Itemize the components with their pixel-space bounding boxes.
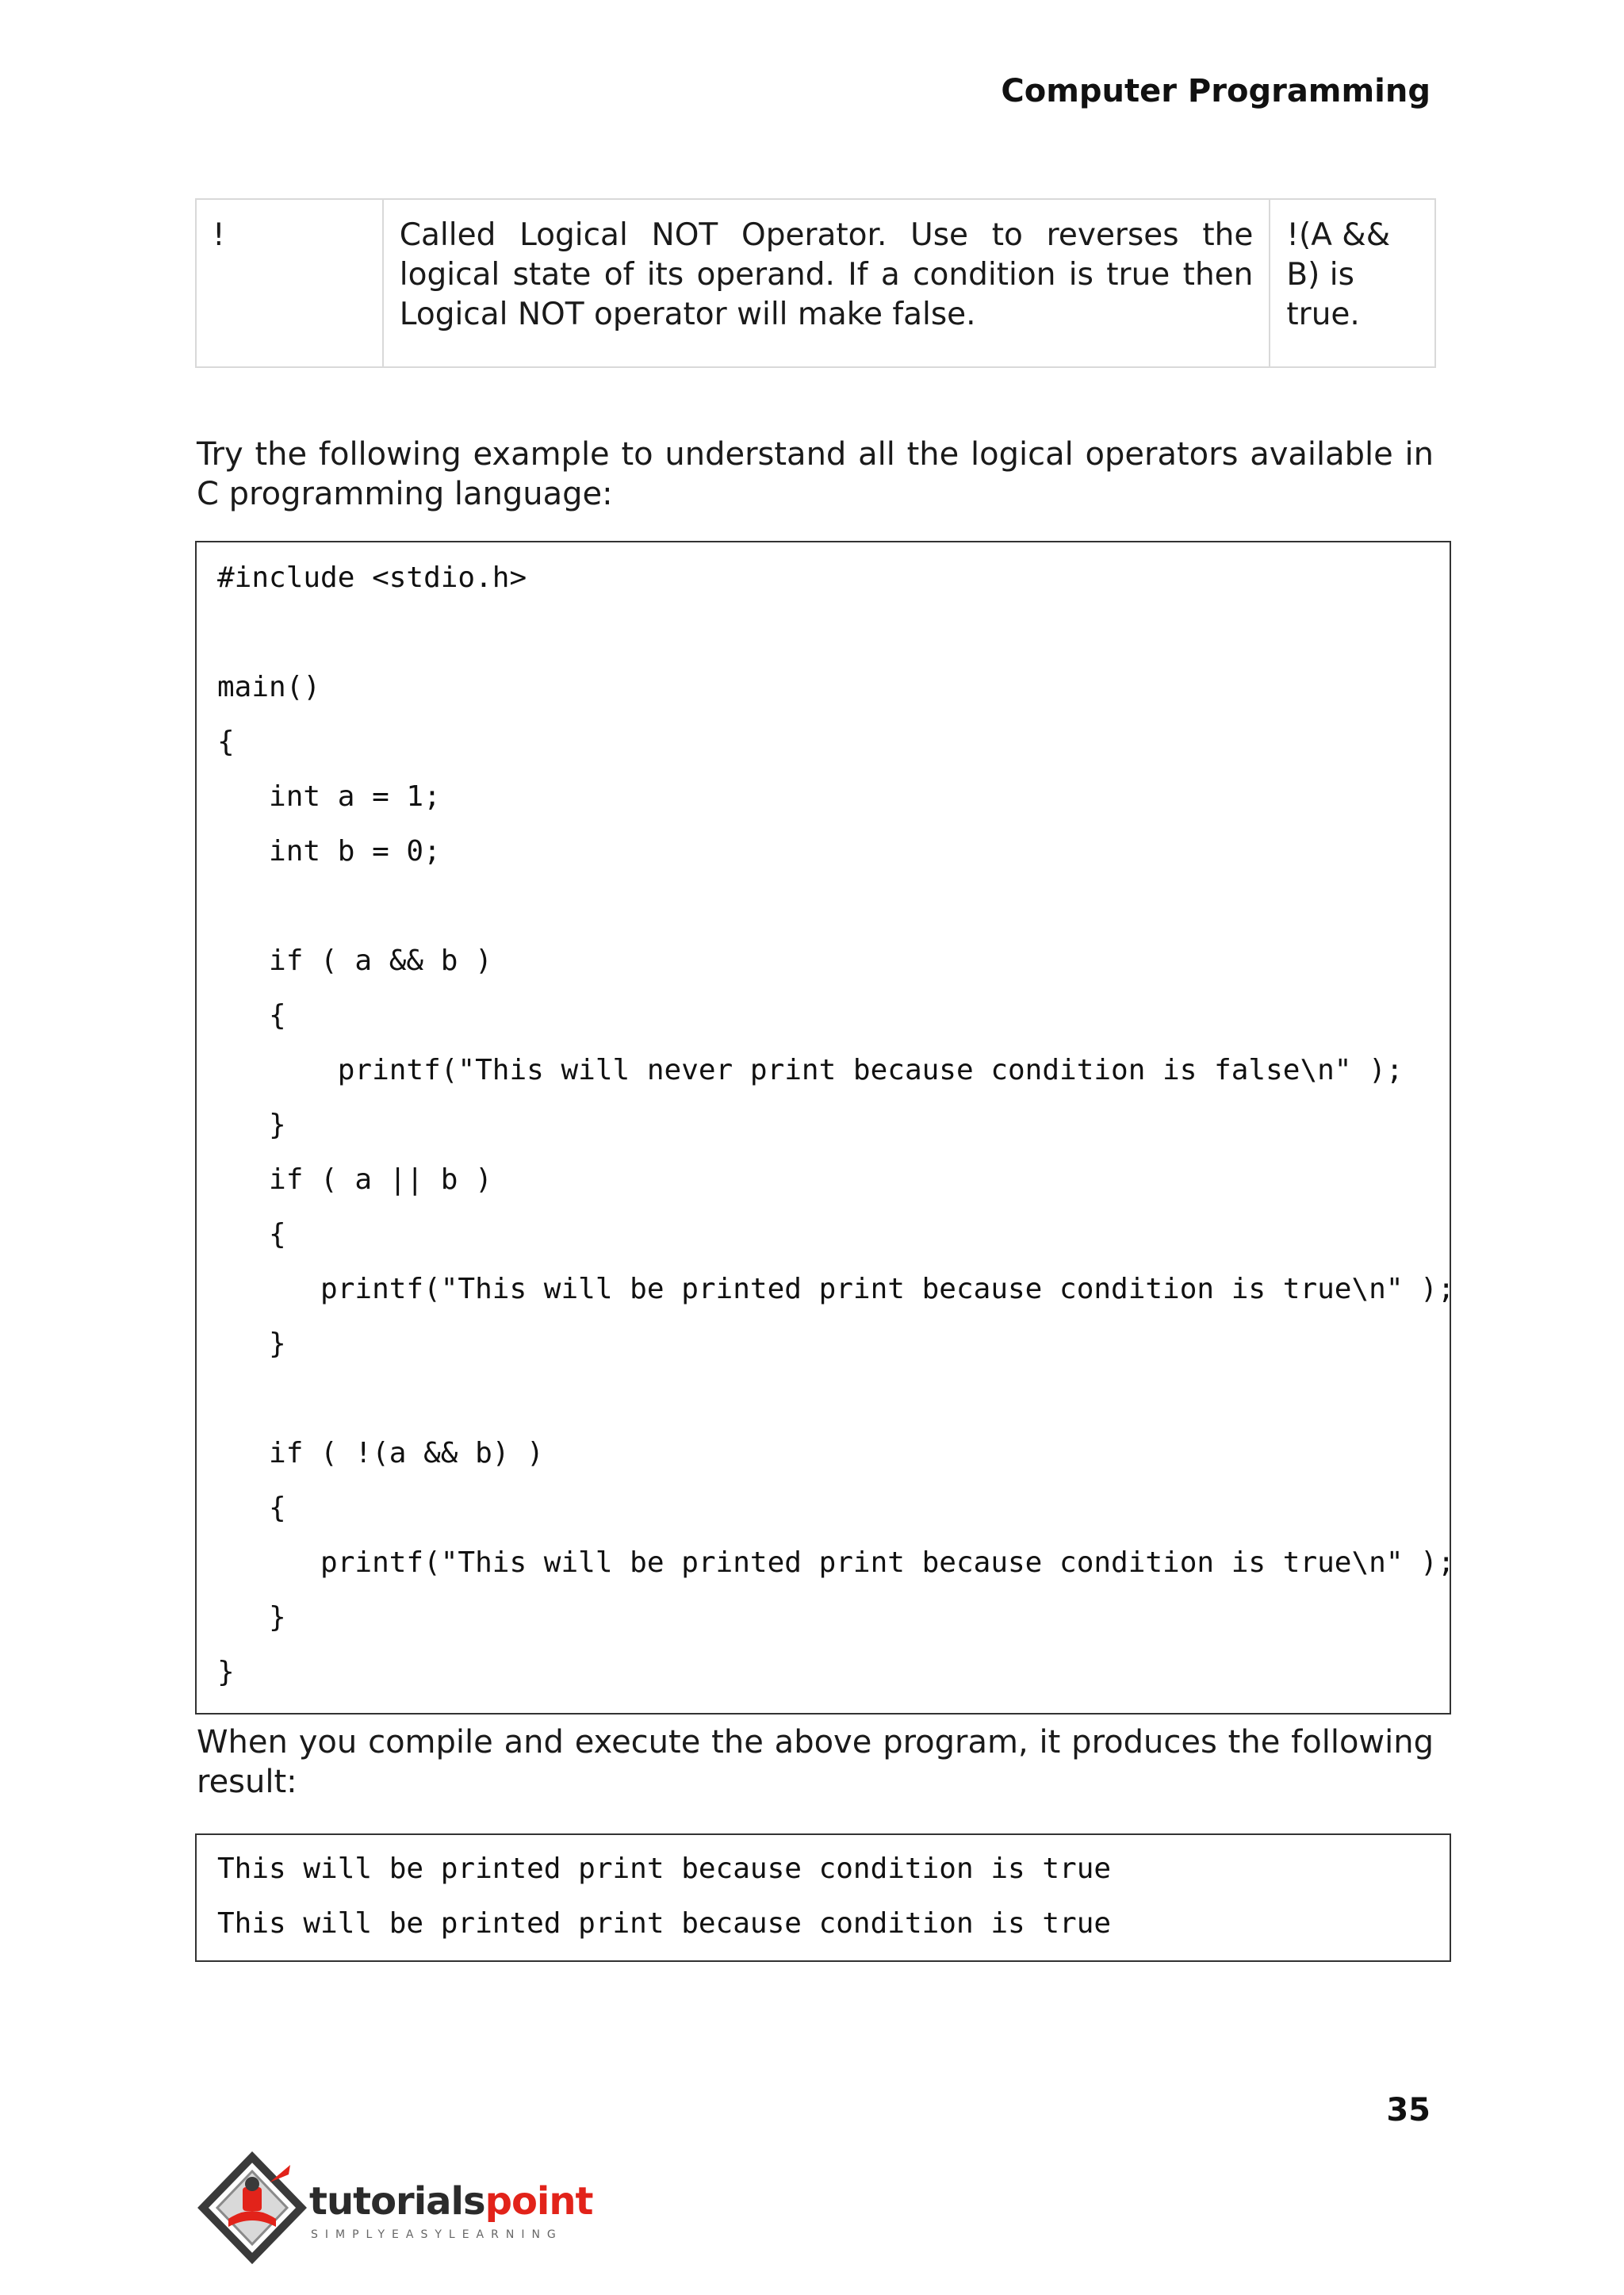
output-line: This will be printed print because condition is true bbox=[217, 1852, 1112, 1885]
operator-cell: ! bbox=[196, 199, 383, 367]
description-cell: Called Logical NOT Operator. Use to reverses the logical state of its operand. If a condition is true then Logical NOT operator will make false. bbox=[383, 199, 1270, 367]
logo-tagline: SIMPLYEASYLEARNING bbox=[311, 2228, 563, 2241]
code-line: if ( a && b ) bbox=[217, 944, 492, 977]
logo-wordmark: tutorialspoint bbox=[309, 2179, 593, 2224]
code-line: printf("This will never print because condition is false\n" ); bbox=[217, 1054, 1404, 1086]
operator-table bbox=[195, 198, 1436, 368]
example-cell: !(A && B) is true. bbox=[1270, 199, 1435, 367]
output-block bbox=[195, 1833, 1451, 1962]
code-line: printf("This will be printed print because condition is true\n" ); bbox=[217, 1273, 1455, 1305]
code-line: { bbox=[217, 1492, 286, 1524]
code-line: if ( !(a && b) ) bbox=[217, 1437, 544, 1469]
code-line: } bbox=[217, 1109, 286, 1141]
code-line: if ( a || b ) bbox=[217, 1163, 492, 1196]
table-row bbox=[196, 199, 1435, 367]
code-line: } bbox=[217, 1328, 286, 1360]
intro-paragraph: Try the following example to understand all the logical operators available in C programming language: bbox=[197, 436, 1434, 512]
code-line: } bbox=[217, 1656, 235, 1688]
output-line: This will be printed print because condition is true bbox=[217, 1907, 1112, 1940]
code-block bbox=[195, 541, 1455, 1715]
code-line: #include <stdio.h> bbox=[217, 561, 527, 594]
code-line: int a = 1; bbox=[217, 780, 441, 813]
code-line: { bbox=[217, 726, 235, 758]
code-line: { bbox=[217, 999, 286, 1032]
code-line: main() bbox=[217, 671, 321, 703]
code-line: { bbox=[217, 1218, 286, 1251]
tutorialspoint-logo bbox=[197, 2151, 593, 2270]
code-line bbox=[197, 879, 1450, 933]
code-line: } bbox=[217, 1601, 286, 1634]
code-line: printf("This will be printed print because condition is true\n" ); bbox=[217, 1546, 1455, 1579]
code-line bbox=[197, 1371, 1450, 1426]
page-header-title: Computer Programming bbox=[1001, 73, 1431, 109]
code-line: int b = 0; bbox=[217, 835, 441, 868]
result-paragraph: When you compile and execute the above program, it produces the following result: bbox=[197, 1724, 1434, 1800]
code-line bbox=[197, 605, 1450, 660]
logo-diamond-icon bbox=[197, 2151, 308, 2270]
page-number: 35 bbox=[1386, 2092, 1431, 2128]
